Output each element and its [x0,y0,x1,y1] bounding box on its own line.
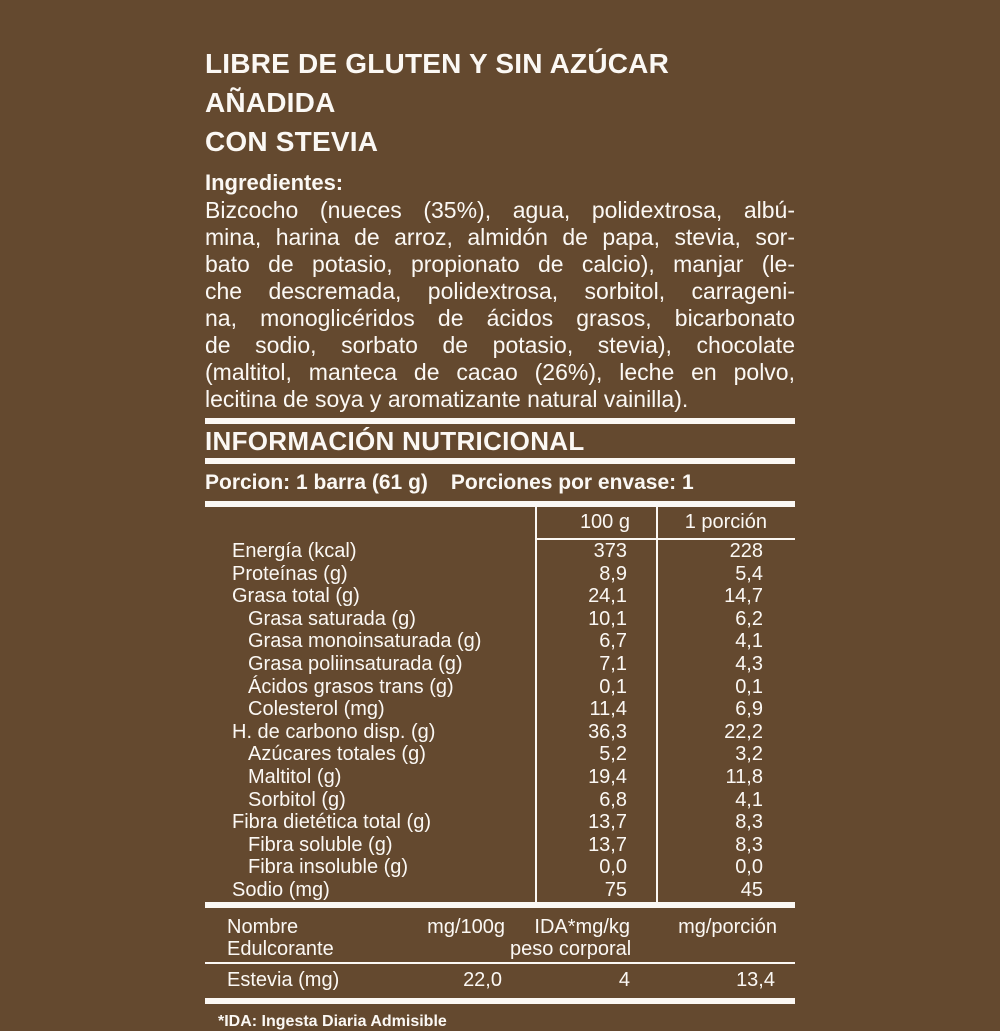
serving-info [205,464,795,501]
nutrient-label: Ácidos grasos trans (g) [205,676,537,699]
table-row [205,766,795,789]
section-title-nutrition: INFORMACIÓN NUTRICIONAL [205,426,585,456]
table-row [205,721,795,744]
sweetener-mgportion-value: 13,4 [736,968,775,991]
product-claim-title [205,0,795,161]
sweetener-table [205,916,795,998]
sweetener-row [205,964,795,998]
nutrient-value-portion: 22,2 [724,720,763,743]
sweetener-header-ida-line2: peso corporal [510,937,632,960]
nutrient-label: Grasa saturada (g) [205,608,537,631]
ingredients-line: Bizcocho (nueces (35%), agua, polidextrosa, albú- [205,197,795,223]
nutrient-value-portion: 6,2 [735,607,763,630]
sweetener-mg100-value: 22,0 [463,968,502,991]
ingredients-line: bato de potasio, propionato de calcio), manjar (le- [205,251,795,277]
nutrient-value-portion: 4,3 [735,652,763,675]
sweetener-table-body [205,964,795,998]
nutrient-value-portion: 45 [740,878,763,901]
nutrient-label: Colesterol (mg) [205,698,537,721]
ingredients-line: mina, harina de arroz, almidón de papa, stevia, sor- [205,224,795,250]
table-row [205,653,795,676]
divider [205,998,795,1004]
nutrient-label: Grasa monoinsaturada (g) [205,630,537,653]
ingredients-paragraph [205,197,795,413]
nutrient-label: Fibra dietética total (g) [205,811,537,834]
title-line-2: CON STEVIA [205,126,379,157]
nutrient-value-portion: 4,1 [735,630,763,653]
nutrient-value-portion: 3,2 [735,743,763,766]
nutrient-value-portion: 4,1 [735,788,763,811]
nutrient-label: Maltitol (g) [205,766,537,789]
header-100g: 100 g [537,507,658,540]
nutrient-value-portion: 8,3 [735,811,763,834]
nutrient-value-100g: 8,9 [537,563,658,586]
nutrient-value-portion: 6,9 [735,698,763,721]
sweetener-header-ida [510,916,635,960]
sweetener-header-ida-line1: IDA*mg/kg [534,915,630,938]
header-empty-cell [205,507,537,540]
table-row [205,608,795,631]
ingredients-line: (maltitol, manteca de cacao (26%), leche en polvo, [205,359,795,385]
nutrition-table [205,507,795,902]
nutrient-label: Grasa poliinsaturada (g) [205,653,537,676]
sweetener-header-name-line1: Nombre [227,915,299,938]
table-row [205,563,795,586]
nutrient-label: Proteínas (g) [205,563,537,586]
table-row [205,789,795,812]
servings-per-package: Porciones por envase: 1 [450,471,694,494]
nutrient-label: Azúcares totales (g) [205,743,537,766]
table-row [205,856,795,879]
sweetener-header-mgportion: mg/porción [678,915,777,938]
ingredients-line: lecitina de soya y aromatizante natural vainilla). [205,386,689,412]
nutrient-value-100g: 0,0 [537,856,658,879]
nutrient-label: Sorbitol (g) [205,789,537,812]
sweetener-header-name [205,916,380,960]
nutrition-table-body [205,540,795,902]
nutrient-value-100g: 10,1 [537,608,658,631]
table-row [205,585,795,608]
sweetener-header-name-line2: Edulcorante [227,937,334,960]
table-row [205,834,795,857]
nutrient-value-100g: 36,3 [537,721,658,744]
nutrient-value-100g: 6,8 [537,789,658,812]
nutrient-label: Sodio (mg) [205,879,537,902]
table-row [205,698,795,721]
nutrient-value-100g: 6,7 [537,630,658,653]
table-row [205,879,795,902]
nutrient-value-portion: 5,4 [735,562,763,585]
nutrition-table-header [205,507,795,540]
serving-portion: Porcion: 1 barra (61 g) [205,471,428,494]
nutrient-value-100g: 13,7 [537,834,658,857]
sweetener-table-header [205,916,795,960]
nutrient-value-100g: 75 [537,879,658,902]
header-portion: 1 porción [658,507,795,540]
table-row [205,540,795,563]
nutrient-value-100g: 0,1 [537,676,658,699]
table-row [205,811,795,834]
sweetener-header-mg100: mg/100g [427,915,505,938]
nutrient-label: Fibra soluble (g) [205,834,537,857]
nutrient-value-portion: 0,0 [735,856,763,879]
nutrient-value-100g: 5,2 [537,743,658,766]
ingredients-line: na, monoglicéridos de ácidos grasos, bicarbonato [205,305,795,331]
table-row [205,743,795,766]
nutrient-value-100g: 19,4 [537,766,658,789]
title-line-1: LIBRE DE GLUTEN Y SIN AZÚCAR AÑADIDA [205,48,670,118]
nutrient-label: Grasa total (g) [205,585,537,608]
nutrient-label: H. de carbono disp. (g) [205,721,537,744]
ingredients-line: de sodio, sorbato de potasio, stevia), chocolate [205,332,795,358]
nutrient-value-portion: 8,3 [735,833,763,856]
ida-footnote: *IDA: Ingesta Diaria Admisible [218,1012,447,1030]
nutrient-value-100g: 373 [537,540,658,563]
ingredients-line: che descremada, polidextrosa, sorbitol, carrageni- [205,278,795,304]
ingredients-heading: Ingredientes: [205,170,344,195]
nutrient-value-100g: 24,1 [537,585,658,608]
nutrient-value-portion: 11,8 [725,765,763,788]
sweetener-name: Estevia (mg) [227,968,340,991]
nutrient-label: Energía (kcal) [205,540,537,563]
table-row [205,676,795,699]
nutrient-value-portion: 228 [729,540,763,562]
nutrient-value-portion: 14,7 [724,585,763,608]
sweetener-ida-value: 4 [618,968,630,991]
nutrient-label: Fibra insoluble (g) [205,856,537,879]
nutrient-value-100g: 13,7 [537,811,658,834]
nutrient-value-100g: 7,1 [537,653,658,676]
divider [205,902,795,908]
table-row [205,630,795,653]
nutrition-label [205,0,795,1031]
nutrient-value-100g: 11,4 [537,698,658,721]
nutrient-value-portion: 0,1 [735,675,763,698]
